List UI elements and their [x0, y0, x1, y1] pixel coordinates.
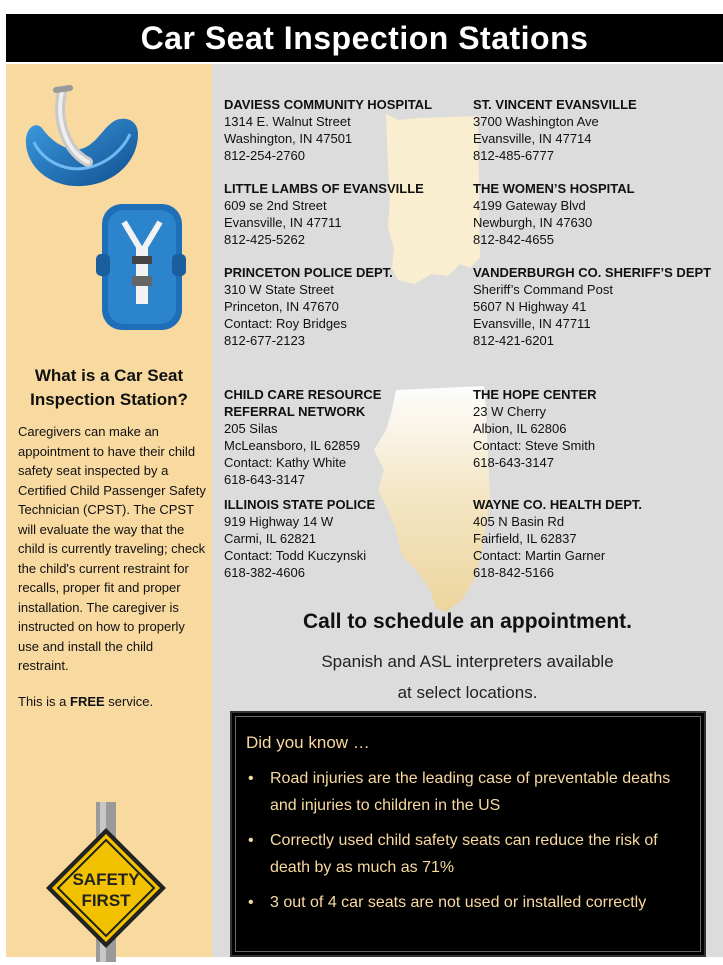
did-you-know-list — [246, 765, 686, 924]
station-name: WAYNE CO. HEALTH DEPT. — [473, 497, 643, 512]
list-item: • 3 out of 4 car seats are not used or installed correctly — [246, 889, 686, 916]
station-phone: 812-677-2123 — [224, 333, 305, 348]
interpreters-note — [212, 646, 723, 708]
interpreters-line1: Spanish and ASL interpreters available — [321, 652, 614, 671]
station-daviess-community-hospital — [224, 96, 432, 164]
station-address: 4199 Gateway Blvd — [473, 198, 586, 213]
station-wayne-co-health — [473, 496, 642, 581]
station-phone: 812-485-6777 — [473, 148, 554, 163]
station-name: PRINCETON POLICE DEPT. — [224, 265, 393, 280]
infant-car-seat-icon — [20, 76, 144, 191]
page-title: Car Seat Inspection Stations — [6, 14, 723, 62]
list-item: • Road injuries are the leading case of preventable deaths and injuries to children in the US — [246, 765, 686, 819]
station-city: Evansville, IN 47714 — [473, 131, 592, 146]
station-city: Evansville, IN 47711 — [224, 215, 342, 230]
station-name: VANDERBURGH CO. SHERIFF’S DEPT — [473, 265, 712, 280]
station-city: Princeton, IN 47670 — [224, 299, 339, 314]
station-address: 405 N Basin Rd — [473, 514, 565, 529]
station-little-lambs — [224, 180, 424, 248]
station-phone: 812-425-5262 — [224, 232, 305, 247]
station-address: 919 Highway 14 W — [224, 514, 334, 529]
station-st-vincent-evansville — [473, 96, 637, 164]
station-phone: 812-421-6201 — [473, 333, 554, 348]
did-you-know-title: Did you know … — [246, 733, 370, 752]
station-contact: Contact: Martin Garner — [473, 548, 606, 563]
station-address: 3700 Washington Ave — [473, 114, 599, 129]
station-city: McLeansboro, IL 62859 — [224, 438, 361, 453]
station-address: 609 se 2nd Street — [224, 198, 327, 213]
free-word: FREE — [70, 693, 105, 709]
sign-line2: FIRST — [81, 891, 131, 910]
station-name: ILLINOIS STATE POLICE — [224, 497, 376, 512]
station-contact: Contact: Kathy White — [224, 455, 347, 470]
station-address: 1314 E. Walnut Street — [224, 114, 351, 129]
call-to-schedule: Call to schedule an appointment. — [302, 610, 633, 633]
station-name: THE HOPE CENTER — [473, 387, 597, 402]
station-address-line1: Sheriff’s Command Post — [473, 282, 613, 297]
station-hope-center — [473, 386, 597, 471]
station-phone: 618-643-3147 — [473, 455, 554, 470]
station-name-line1: CHILD CARE RESOURCE — [224, 387, 382, 402]
station-contact: Contact: Todd Kuczynski — [224, 548, 367, 563]
station-address: 205 Silas — [224, 421, 278, 436]
sidebar-description — [18, 422, 206, 727]
free-service-note — [18, 692, 206, 712]
sidebar-heading — [6, 364, 212, 412]
station-address: 23 W Cherry — [473, 404, 546, 419]
sign-line1: SAFETY — [72, 870, 140, 889]
station-city: Albion, IL 62806 — [473, 421, 567, 436]
free-prefix: This is a — [18, 693, 71, 709]
station-vanderburgh-sheriff — [473, 264, 711, 349]
station-address-line2: 5607 N Highway 41 — [473, 299, 587, 314]
interpreters-line2: at select locations. — [397, 683, 538, 702]
free-suffix: service. — [104, 693, 154, 709]
station-child-care-resource — [224, 386, 381, 488]
sidebar-heading-line2: Inspection Station? — [30, 390, 188, 409]
station-phone: 618-643-3147 — [224, 472, 305, 487]
station-womens-hospital — [473, 180, 635, 248]
station-city: Fairfield, IL 62837 — [473, 531, 577, 546]
station-city: Washington, IN 47501 — [224, 131, 353, 146]
station-contact: Contact: Roy Bridges — [224, 316, 347, 331]
convertible-car-seat-icon — [96, 204, 186, 334]
station-phone: 618-382-4606 — [224, 565, 305, 580]
station-illinois-state-police — [224, 496, 375, 581]
sidebar-heading-line1: What is a Car Seat — [34, 366, 184, 385]
station-contact: Contact: Steve Smith — [473, 438, 596, 453]
station-city: Newburgh, IN 47630 — [473, 215, 593, 230]
station-address: 310 W State Street — [224, 282, 334, 297]
sidebar — [6, 64, 212, 957]
safety-first-sign-icon — [42, 802, 172, 962]
station-name: DAVIESS COMMUNITY HOSPITAL — [224, 97, 433, 112]
station-phone: 812-842-4655 — [473, 232, 554, 247]
station-name: ST. VINCENT EVANSVILLE — [473, 97, 637, 112]
station-city: Evansville, IN 47711 — [473, 316, 591, 331]
station-princeton-police — [224, 264, 393, 349]
did-you-know-box — [230, 711, 706, 957]
station-name: LITTLE LAMBS OF EVANSVILLE — [224, 181, 424, 196]
list-item: • Correctly used child safety seats can reduce the risk of death by as much as 71% — [246, 827, 686, 881]
station-phone: 618-842-5166 — [473, 565, 554, 580]
description-paragraph: Caregivers can make an appointment to have their child safety seat inspected by a Certified Child Passenger Safety Technician (CPST). The CPST will evaluate the way that the child is currently traveling; check the child's current restraint for recalls, proper fit and proper installation. The caregiver is instructed on how to properly use and install the child restraint. — [18, 424, 206, 673]
station-phone: 812-254-2760 — [224, 148, 305, 163]
station-name: THE WOMEN’S HOSPITAL — [473, 181, 635, 196]
station-city: Carmi, IL 62821 — [224, 531, 317, 546]
station-name-line2: REFERRAL NETWORK — [224, 404, 366, 419]
